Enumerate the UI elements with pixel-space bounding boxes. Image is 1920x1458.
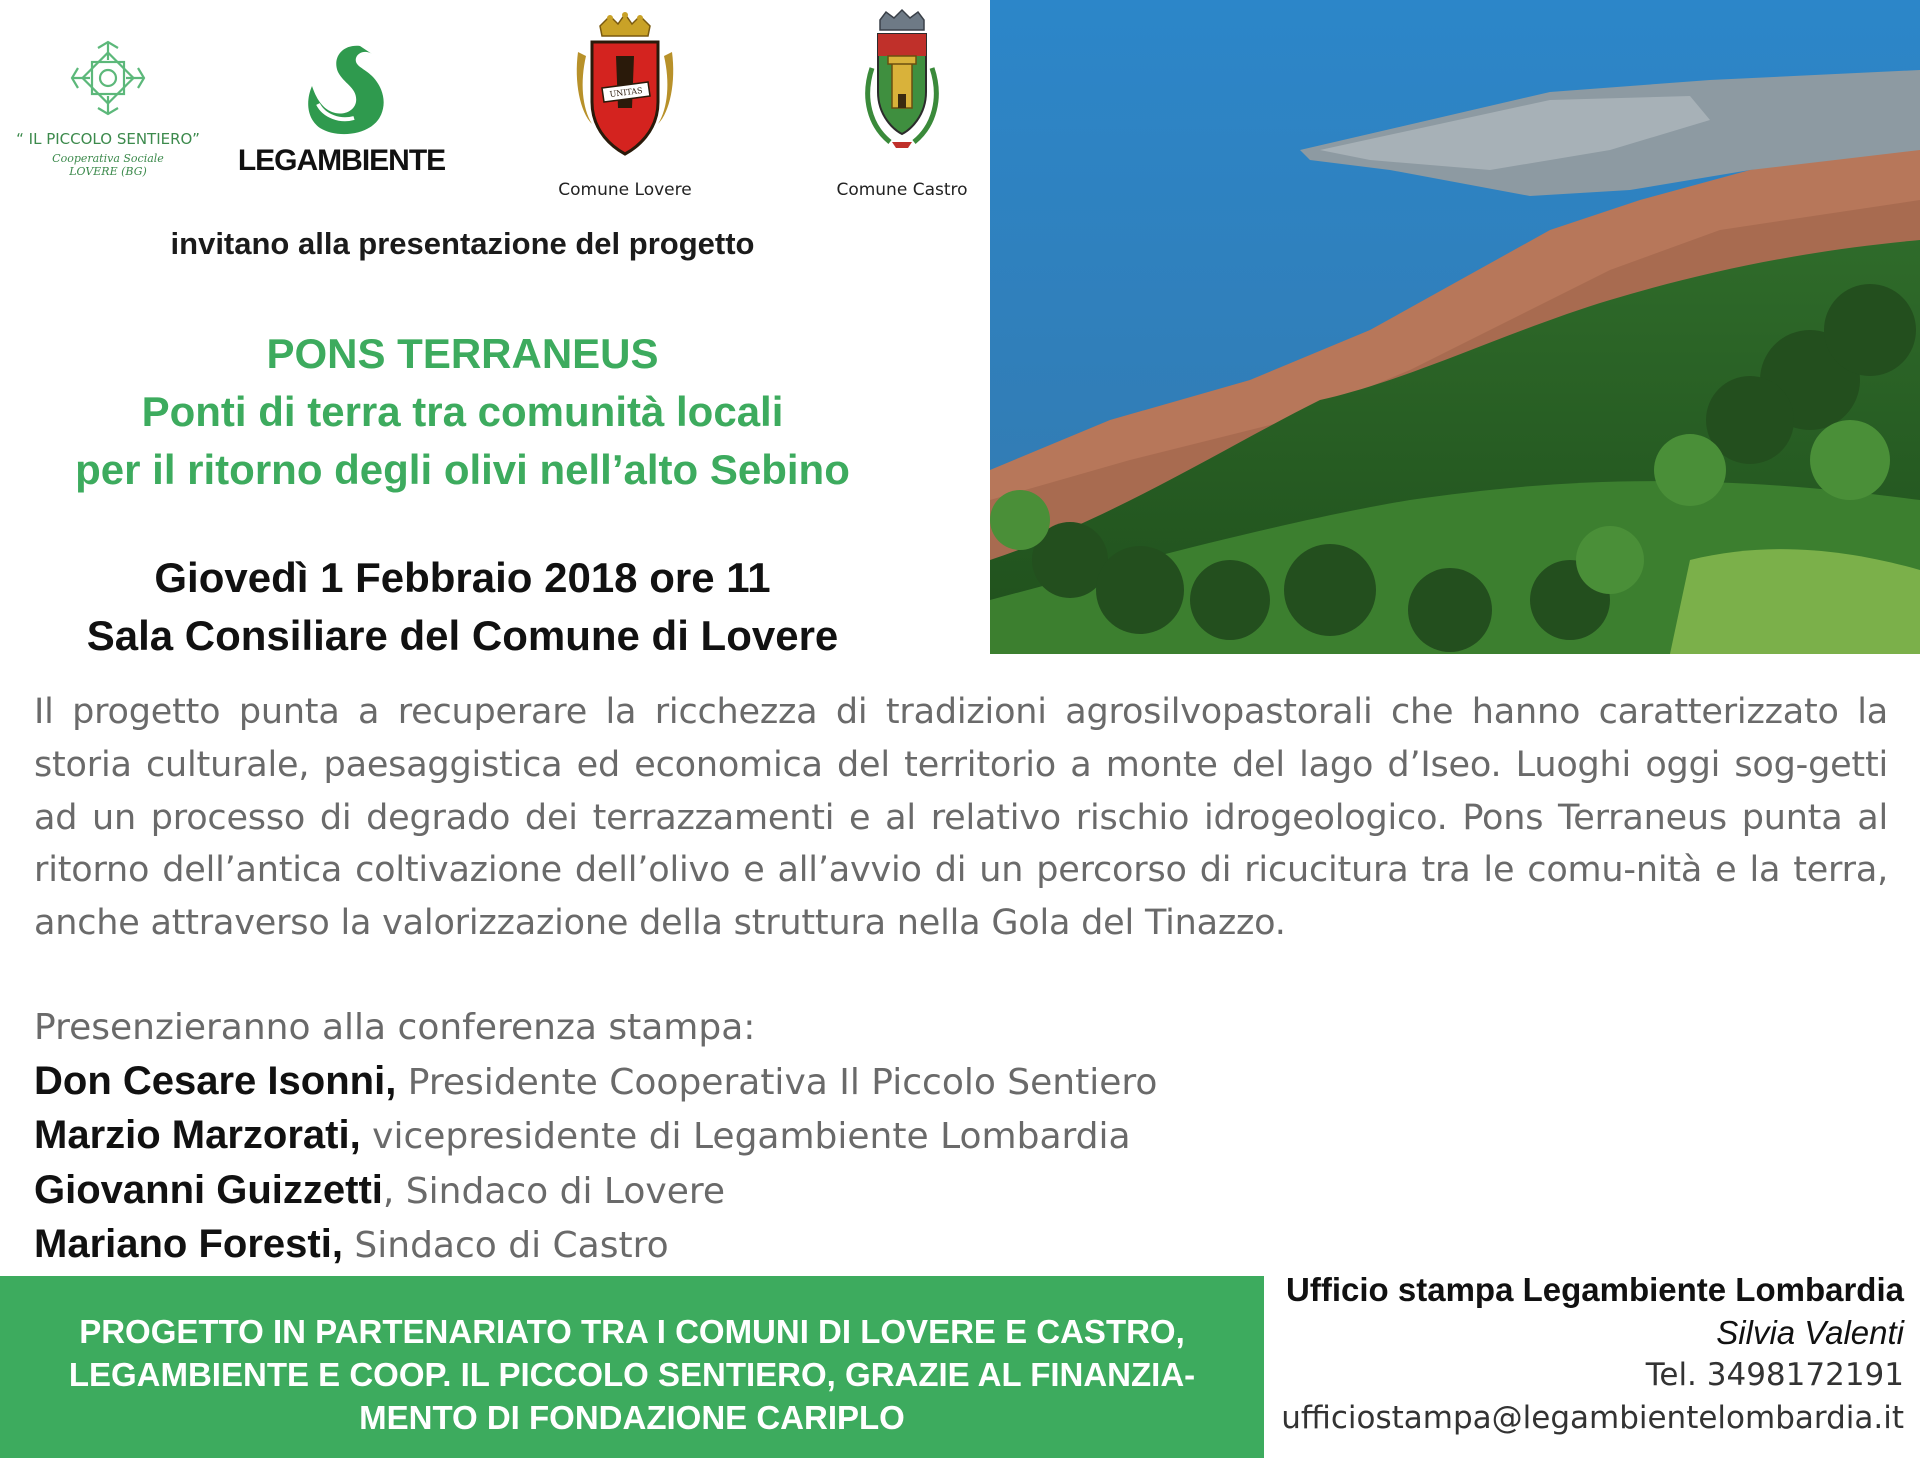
banner-line-3: MENTO DI FONDAZIONE CARIPLO — [359, 1399, 905, 1436]
castro-coat-of-arms-icon — [852, 8, 952, 164]
legambiente-swan-icon — [292, 40, 392, 140]
speaker-row — [34, 1164, 1234, 1219]
speaker-role: Sindaco di Castro — [342, 1225, 669, 1266]
legambiente-wordmark: LEGAMBIENTE — [237, 144, 446, 177]
piccolo-sentiero-name: “ IL PICCOLO SENTIERO” — [16, 130, 200, 148]
lake-landscape-photo — [990, 0, 1920, 654]
speaker-name: Don Cesare Isonni, — [34, 1058, 397, 1103]
project-description: Il progetto punta a recuperare la ricchezza di tradizioni agrosilvopastorali che hanno caratterizzato la storia culturale, paesaggistica ed economica del territorio a monte del lago d’Iseo. Luoghi oggi sog-getti ad un processo di degrado dei terrazzamenti e al relativo rischio idrogeologico. Pons Terraneus punta al ritorno dell’antica coltivazione dell’olivo e all’avvio di un percorso di ricucitura tra le comu-nità e la terra, anche attraverso la valorizzazione della struttura nella Gola del Tinazzo. — [34, 692, 1888, 944]
project-name: PONS TERRANEUS — [266, 330, 659, 377]
banner-line-1: PROGETTO IN PARTENARIATO TRA I COMUNI DI LOVERE E CASTRO, — [79, 1313, 1185, 1350]
speakers-intro: Presenzieranno alla conferenza stampa: — [34, 1007, 756, 1048]
project-subtitle-line1: Ponti di terra tra comunità locali — [141, 388, 784, 435]
speaker-name: Giovanni Guizzetti — [34, 1167, 383, 1212]
speaker-row — [34, 1055, 1234, 1110]
piccolo-sentiero-logo-icon — [68, 38, 148, 118]
event-venue: Sala Consiliare del Comune di Lovere — [86, 612, 839, 659]
speaker-row — [34, 1109, 1234, 1164]
castro-caption: Comune Castro — [836, 180, 968, 200]
piccolo-sentiero-sub2: LOVERE (BG) — [69, 165, 147, 178]
press-phone: Tel. 3498172191 — [1645, 1357, 1904, 1393]
speaker-name: Mariano Foresti, — [34, 1222, 343, 1266]
logo-legambiente — [234, 40, 449, 185]
speaker-role: vicepresidente di Legambiente Lombardia — [360, 1116, 1131, 1157]
piccolo-sentiero-sub1: Cooperativa Sociale — [52, 152, 164, 165]
press-person: Silvia Valenti — [1716, 1314, 1904, 1351]
speaker-role: Presidente Cooperativa Il Piccolo Sentiero — [396, 1061, 1158, 1103]
lovere-coat-of-arms-icon — [570, 12, 680, 162]
press-office: Ufficio stampa Legambiente Lombardia — [1286, 1271, 1904, 1308]
logo-comune-lovere — [545, 12, 705, 202]
project-subtitle-line2: per il ritorno degli olivi nell’alto Sebino — [75, 446, 850, 493]
lovere-caption: Comune Lovere — [558, 180, 692, 200]
invite-line: invitano alla presentazione del progetto — [170, 226, 755, 261]
press-email[interactable]: ufficiostampa@legambientelombardia.it — [1281, 1400, 1904, 1436]
banner-line-2: LEGAMBIENTE E COOP. IL PICCOLO SENTIERO, GRAZIE AL FINANZIA- — [68, 1356, 1196, 1393]
speaker-role: , Sindaco di Lovere — [382, 1170, 725, 1212]
event-date: Giovedì 1 Febbraio 2018 ore 11 — [154, 554, 771, 601]
speaker-row — [34, 1218, 1234, 1273]
partnership-banner — [0, 1276, 1264, 1458]
speaker-name: Marzio Marzorati, — [34, 1113, 361, 1157]
speakers-block — [34, 1002, 1234, 1273]
lovere-crest-text: UNITAS — [609, 86, 644, 99]
press-contact — [1264, 1268, 1904, 1440]
logo-comune-castro — [822, 8, 982, 203]
logo-piccolo-sentiero — [8, 38, 208, 188]
